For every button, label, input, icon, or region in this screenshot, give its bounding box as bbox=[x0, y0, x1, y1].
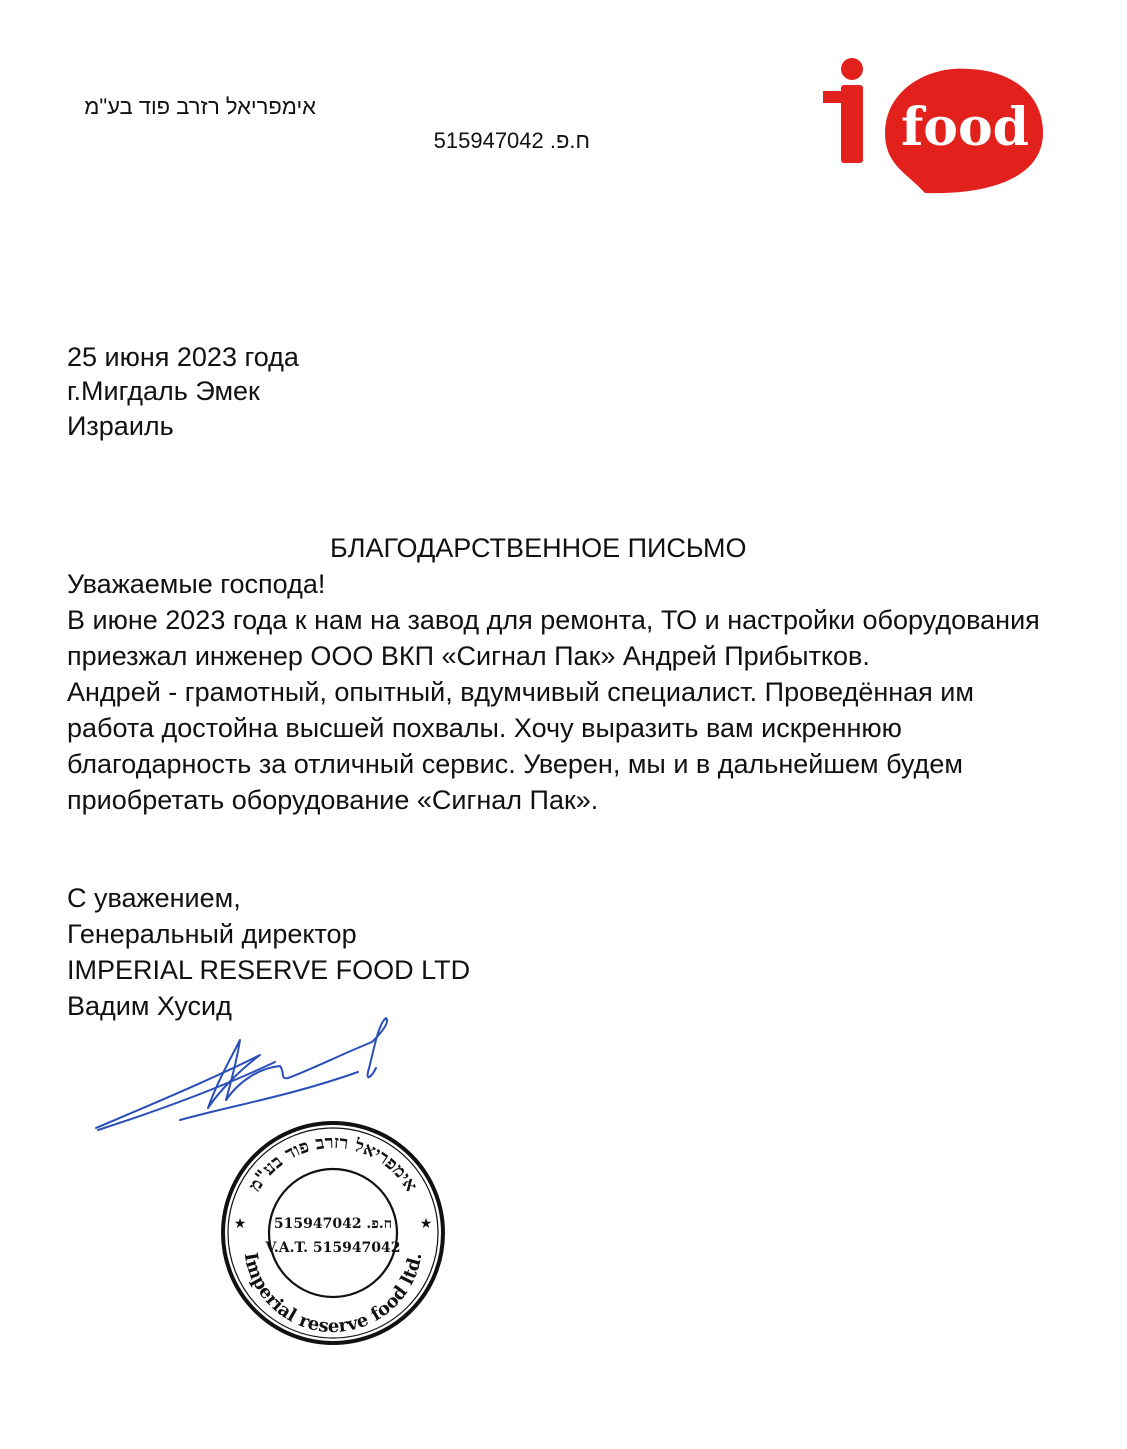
svg-text:Imperial reserve food ltd. bbox=[240, 1251, 427, 1337]
stamp-hebrew-text: אימפריאל רזרב פוד בע"מ bbox=[244, 1131, 422, 1196]
letter-title: БЛАГОДАРСТВЕННОЕ ПИСЬМО bbox=[330, 533, 747, 563]
paragraph-2: Андрей - грамотный, опытный, вдумчивый специалист. Проведённая им работа достойна высшей похвалы. Хочу выразить вам искреннюю благодарность за отличный сервис. Уверен, мы и в дальнейшем будем приобретать оборудование «Сигнал Пак». bbox=[67, 677, 974, 815]
closing: С уважением, bbox=[67, 883, 241, 913]
signer-name: Вадим Хусид bbox=[67, 991, 232, 1021]
stamp-vat-line: V.A.T. 515947042 bbox=[265, 1240, 401, 1256]
company-name-hebrew: אימפריאל רזרב פוד בע"מ bbox=[84, 94, 316, 119]
letter-body bbox=[67, 566, 1067, 818]
letter-city: г.Мигдаль Эмек bbox=[67, 376, 260, 406]
ifood-logo-graphic bbox=[815, 55, 1055, 200]
paragraph-1: В июне 2023 года к нам на завод для ремонта, ТО и настройки оборудования приезжал инженер ООО ВКП «Сигнал Пак» Андрей Прибытков. bbox=[67, 605, 1040, 671]
letter-date: 25 июня 2023 года bbox=[67, 342, 299, 372]
company-stamp bbox=[218, 1118, 448, 1348]
logo-wordmark: food bbox=[900, 97, 1030, 158]
letter-country: Израиль bbox=[67, 411, 174, 441]
signer-position: Генеральный директор bbox=[67, 919, 357, 949]
company-id-hebrew: ח.פ. 515947042 bbox=[433, 128, 590, 153]
stamp-english-text: Imperial reserve food ltd. bbox=[239, 1251, 427, 1338]
stamp-star-left-icon: ★ bbox=[233, 1215, 247, 1231]
greeting: Уважаемые господа! bbox=[67, 569, 326, 599]
ifood-logo bbox=[815, 55, 1055, 200]
stamp-star-right-icon: ★ bbox=[419, 1215, 433, 1231]
signer-company: IMPERIAL RESERVE FOOD LTD bbox=[67, 955, 471, 985]
signature-block bbox=[67, 880, 470, 1024]
stamp-id-line: 515947042 .ח.פ bbox=[273, 1216, 393, 1232]
